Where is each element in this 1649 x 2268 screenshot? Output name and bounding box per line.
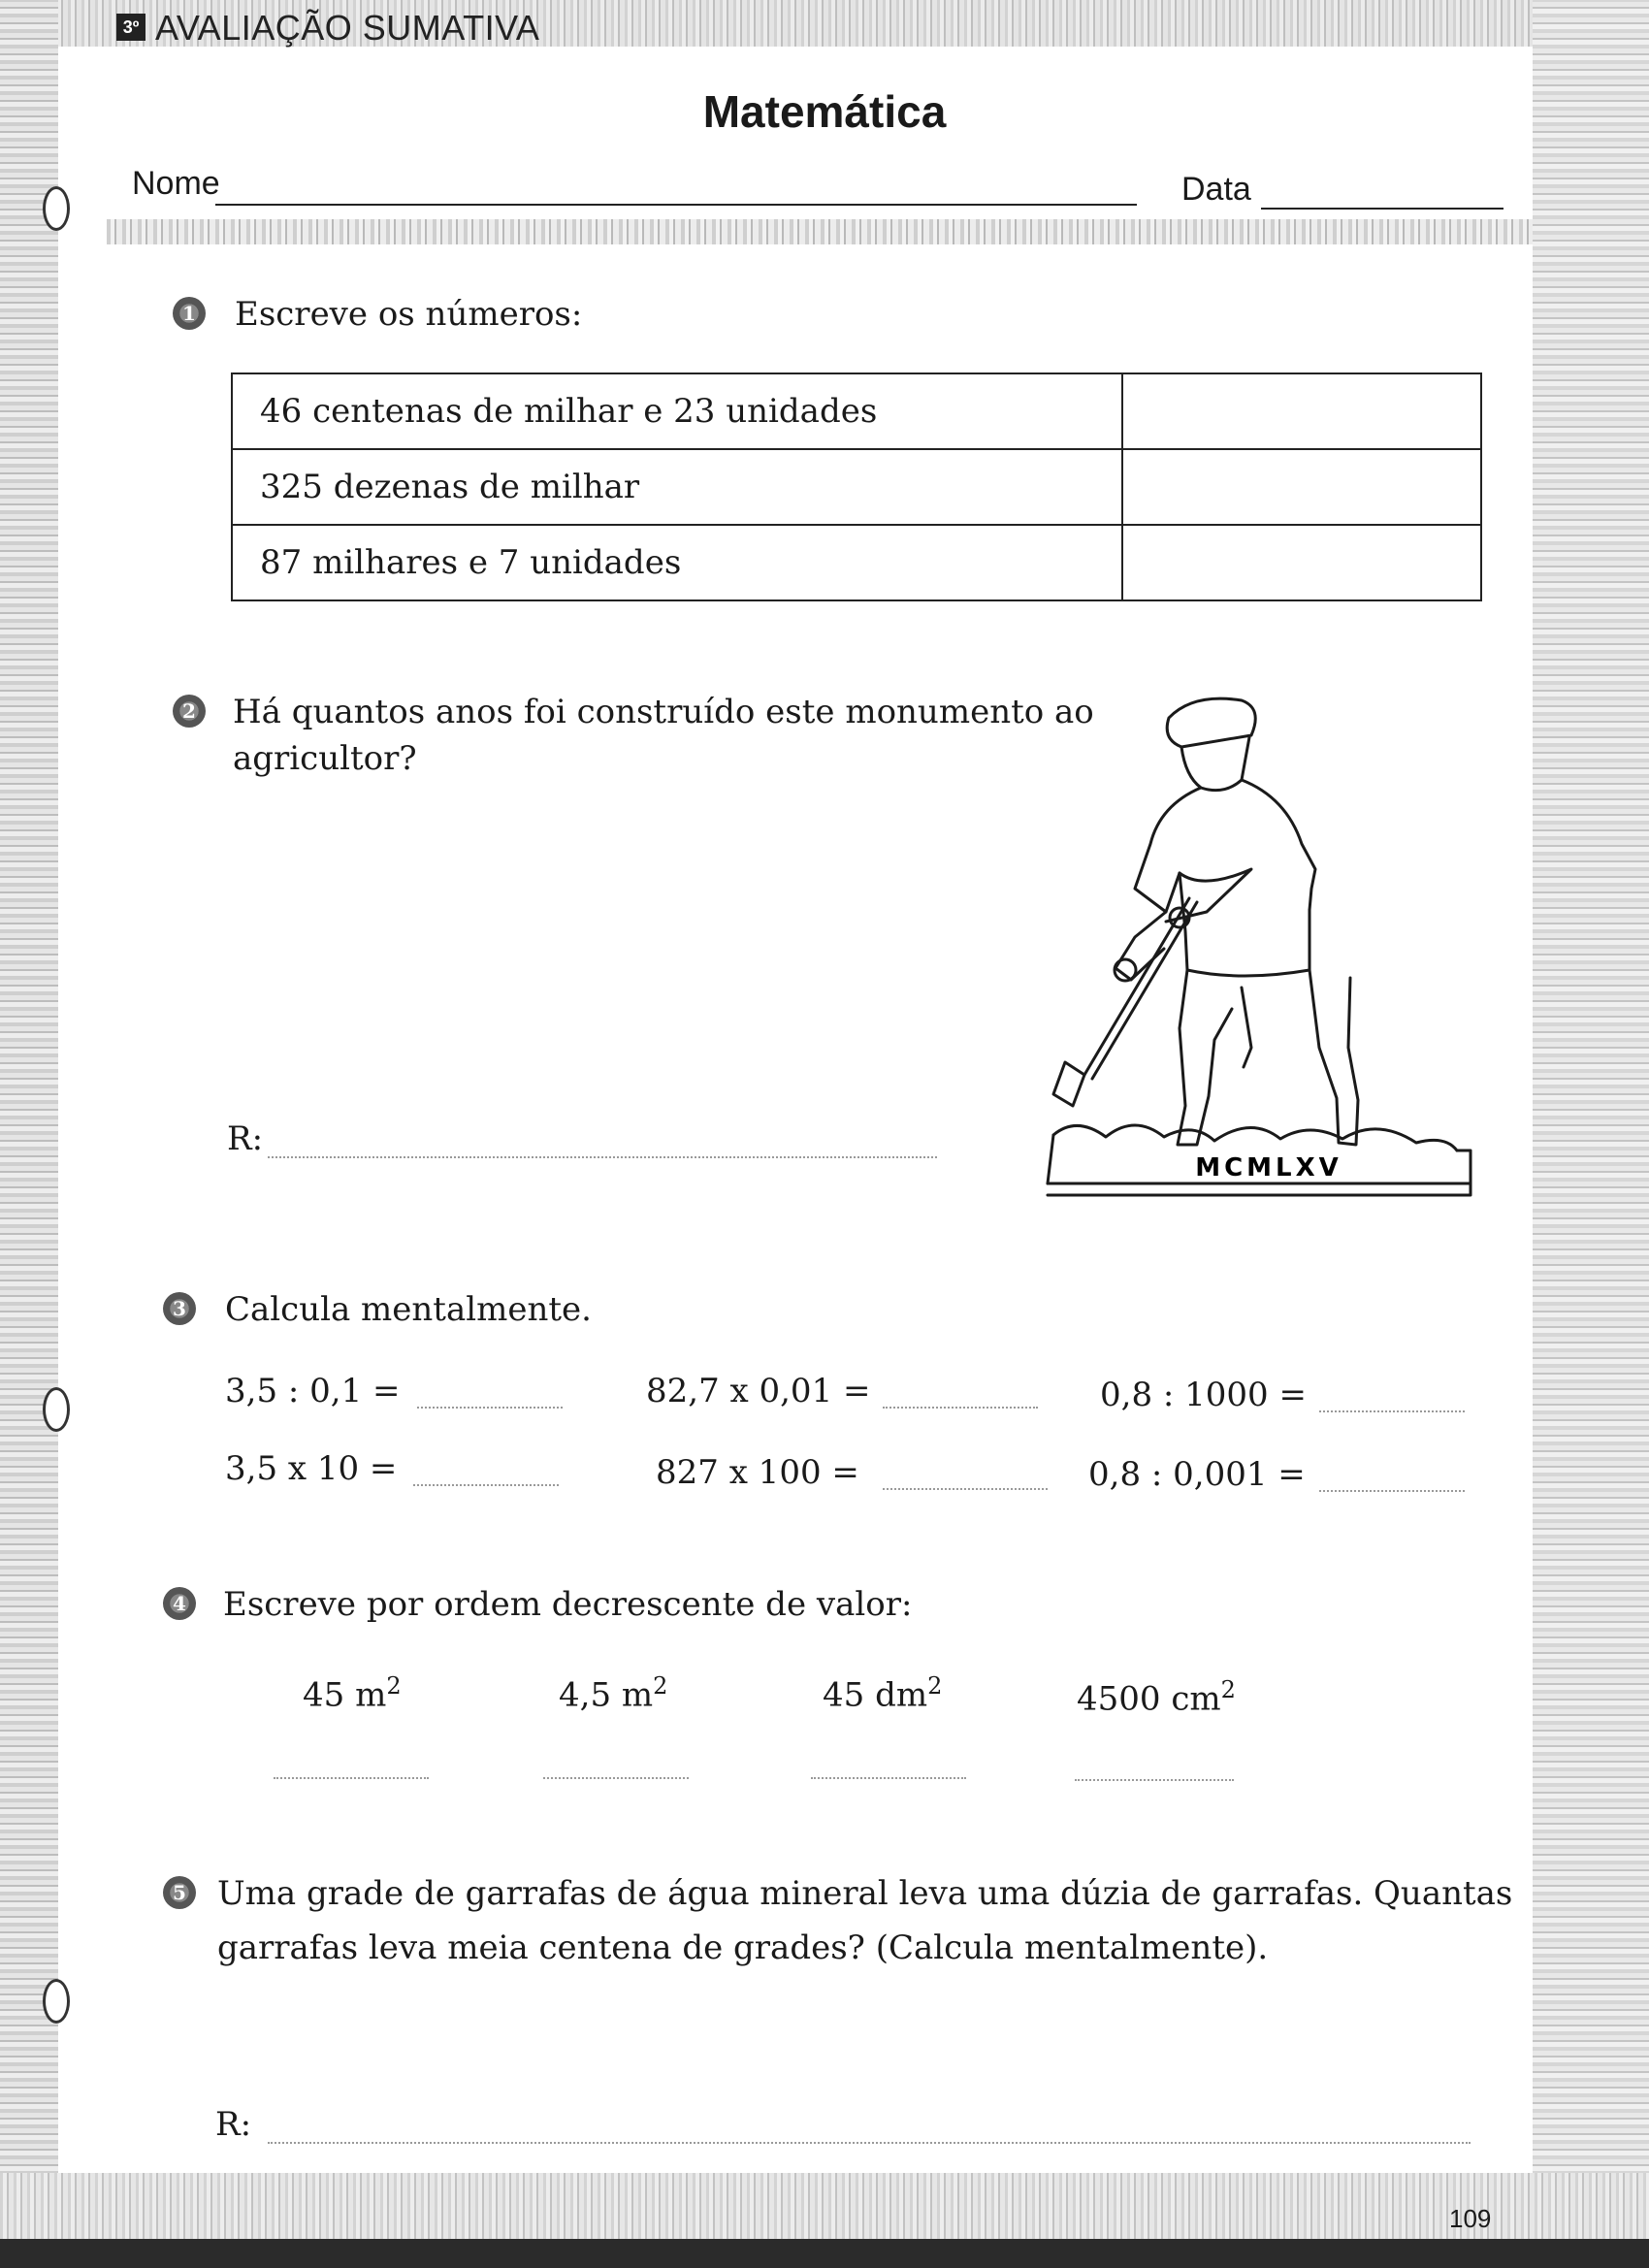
order-answer-field[interactable] bbox=[1075, 1779, 1234, 1781]
bottom-rule bbox=[0, 2239, 1649, 2268]
date-label: Data bbox=[1181, 171, 1251, 208]
table-cell-answer[interactable] bbox=[1122, 373, 1481, 449]
binder-hole-icon bbox=[43, 186, 70, 231]
question-5-prompt-line1: Uma grade de garrafas de água mineral leva uma dúzia de garrafas. Quantas bbox=[217, 1874, 1513, 1913]
mental-calc-answer-field[interactable] bbox=[417, 1407, 563, 1409]
table-row bbox=[232, 373, 1481, 449]
mental-calc-answer-field[interactable] bbox=[413, 1484, 559, 1486]
question-4-prompt: Escreve por ordem decrescente de valor: bbox=[223, 1585, 913, 1624]
table-cell-description: 46 centenas de milhar e 23 unidades bbox=[232, 373, 1122, 449]
order-answer-field[interactable] bbox=[811, 1777, 966, 1779]
left-border bbox=[0, 0, 58, 2268]
area-value: 45 $dm^2$ bbox=[823, 1672, 943, 1715]
table-cell-description: 325 dezenas de milhar bbox=[232, 449, 1122, 525]
question-3-number-icon: 3 bbox=[163, 1292, 196, 1325]
table-cell-description: 87 milhares e 7 unidades bbox=[232, 525, 1122, 600]
question-5-answer-field[interactable] bbox=[268, 2142, 1471, 2144]
date-field[interactable] bbox=[1261, 208, 1504, 210]
area-value: 45 $m^2$ bbox=[303, 1672, 402, 1715]
question-1-prompt: Escreve os números: bbox=[235, 295, 583, 334]
farmer-monument-illustration bbox=[960, 679, 1484, 1213]
mental-calc-expression: 827 x 100 = bbox=[656, 1453, 859, 1492]
numbers-table bbox=[231, 373, 1482, 601]
question-2-number-icon: 2 bbox=[173, 695, 206, 728]
name-field[interactable] bbox=[215, 204, 1137, 206]
section-badge: 3º bbox=[116, 14, 146, 41]
question-2-answer-field[interactable] bbox=[268, 1156, 937, 1158]
table-row bbox=[232, 449, 1481, 525]
table-row bbox=[232, 525, 1481, 600]
monument-inscription: MCMLXV bbox=[1195, 1153, 1342, 1183]
area-value: 4,5 $m^2$ bbox=[559, 1672, 668, 1715]
binder-hole-icon bbox=[43, 1979, 70, 2024]
name-label: Nome bbox=[132, 165, 220, 202]
mental-calc-answer-field[interactable] bbox=[883, 1488, 1048, 1490]
mental-calc-expression: 3,5 : 0,1 = bbox=[225, 1372, 401, 1410]
mental-calc-expression: 0,8 : 1000 = bbox=[1100, 1376, 1307, 1414]
bottom-border bbox=[0, 2173, 1649, 2239]
section-title: AVALIAÇÃO SUMATIVA bbox=[155, 8, 540, 48]
mental-calc-expression: 3,5 x 10 = bbox=[225, 1449, 398, 1488]
header-band bbox=[107, 219, 1533, 244]
question-2-answer-label: R: bbox=[227, 1119, 264, 1158]
mental-calc-answer-field[interactable] bbox=[1319, 1490, 1465, 1492]
question-2-prompt-line1: Há quantos anos foi construído este monumento ao bbox=[233, 693, 1094, 731]
binder-hole-icon bbox=[43, 1387, 70, 1432]
question-3-prompt: Calcula mentalmente. bbox=[225, 1290, 592, 1329]
mental-calc-expression: 82,7 x 0,01 = bbox=[646, 1372, 871, 1410]
question-1-number-icon: 1 bbox=[173, 297, 206, 330]
question-5-prompt-line2: garrafas leva meia centena de grades? (Calcula mentalmente). bbox=[217, 1928, 1269, 1967]
question-5-answer-label: R: bbox=[215, 2105, 252, 2144]
order-answer-field[interactable] bbox=[543, 1777, 689, 1779]
table-cell-answer[interactable] bbox=[1122, 525, 1481, 600]
question-2-prompt-line2: agricultor? bbox=[233, 739, 417, 778]
question-5-number-icon: 5 bbox=[163, 1876, 196, 1909]
mental-calc-answer-field[interactable] bbox=[1319, 1410, 1465, 1412]
question-4-number-icon: 4 bbox=[163, 1587, 196, 1620]
page-number: 109 bbox=[1449, 2204, 1492, 2233]
mental-calc-answer-field[interactable] bbox=[883, 1407, 1038, 1409]
page-title: Matemática bbox=[702, 86, 947, 137]
order-answer-field[interactable] bbox=[274, 1777, 429, 1779]
right-border bbox=[1533, 0, 1649, 2268]
mental-calc-expression: 0,8 : 0,001 = bbox=[1088, 1455, 1306, 1494]
table-cell-answer[interactable] bbox=[1122, 449, 1481, 525]
area-value: 4500 $cm^2$ bbox=[1077, 1676, 1236, 1719]
